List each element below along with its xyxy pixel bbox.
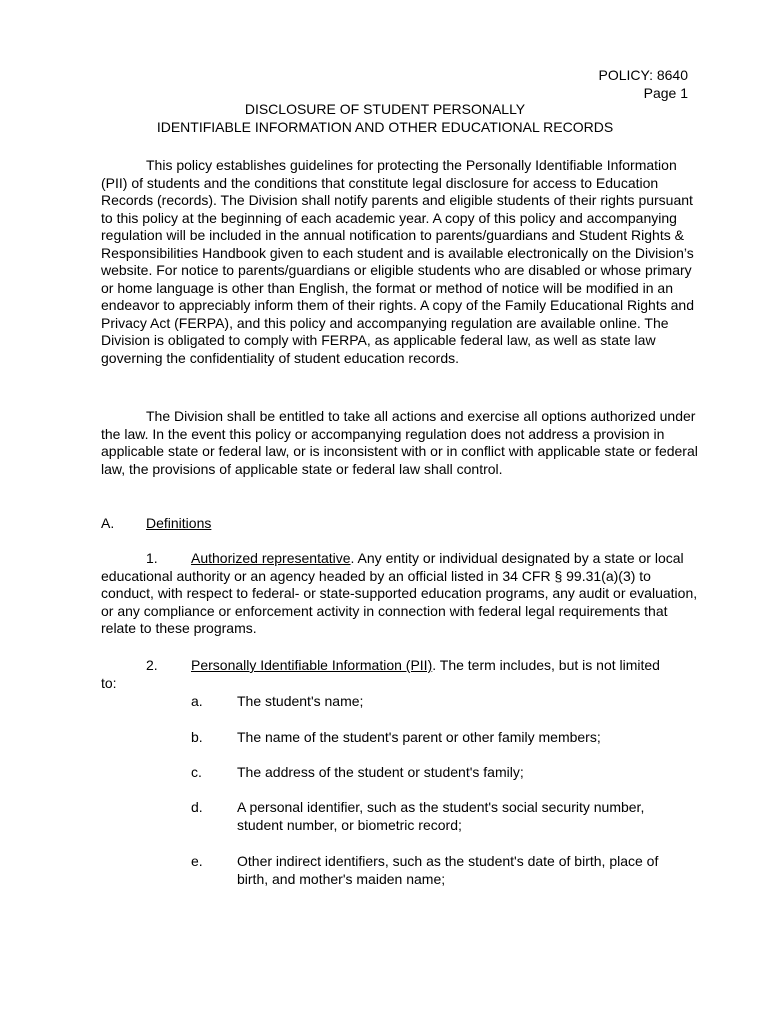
title-line-1: DISCLOSURE OF STUDENT PERSONALLY (244, 101, 526, 117)
item-number: 2. (146, 657, 158, 673)
document-title (0, 101, 770, 136)
subitem-label: e. (191, 853, 203, 869)
paragraph-text: The Division shall be entitled to take all actions and exercise all options authorized under the law. In the event this policy or accompanying regulation does not address a provision in applicable state or federal law, or is inconsistent with or in conflict with applicable state or federal law, the provisions of applicable state or federal law shall control. (101, 408, 698, 477)
subitem-label: b. (191, 729, 203, 745)
definition-item-1 (101, 550, 701, 638)
subitem-text: Other indirect identifiers, such as the student's date of birth, place of birth, and mother's maiden name; (237, 853, 659, 887)
policy-header (598, 67, 688, 102)
item-term: Personally Identifiable Information (PII) (191, 657, 433, 673)
subitem-text: The student's name; (237, 693, 364, 709)
intro-paragraph (101, 157, 701, 367)
page-number: Page 1 (643, 84, 688, 101)
item-text: . Any entity or individual designated by a state or local educational authority or an agency headed by an official listed in 34 CFR § 99.31(a)(3) to conduct, with respect to federal- or state-supported education programs, any audit or evaluation, or any compliance or enforcement activity in connection with federal legal requirements that relate to these programs. (101, 550, 698, 636)
item-number: 1. (146, 550, 158, 566)
paragraph-text: This policy establishes guidelines for protecting the Personally Identifiable Information (PII) of students and the conditions that constitute legal disclosure for access to Education Records (records). The Division shall notify parents and eligible students of their rights pursuant to this policy at the beginning of each academic year. A copy of this policy and accompanying regulation will be included in the annual notification to parents/guardians and Student Rights & Responsibilities Handbook given to each student and is available electronically on the Division’s website. For notice to parents/guardians or eligible students who are disabled or whose primary or home language is other than English, the format or method of notice will be modified in an endeavor to appreciably inform them of their rights. A copy of the Family Educational Rights and Privacy Act (FERPA), and this policy and accompanying regulation are available online. The Division is obligated to comply with FERPA, as applicable federal law, as well as state law governing the confidentiality of student education records. (101, 157, 694, 366)
subitem-text: The address of the student or student's family; (237, 764, 524, 780)
item-term: Authorized representative (191, 550, 351, 566)
subitem-label: d. (191, 799, 203, 815)
title-line-2: IDENTIFIABLE INFORMATION AND OTHER EDUCATIONAL RECORDS (156, 118, 614, 135)
subitem-label: a. (191, 693, 203, 709)
subitem-text: A personal identifier, such as the student's social security number, student number, or biometric record; (237, 799, 645, 833)
policy-number: POLICY: 8640 (598, 67, 688, 83)
item-continuation: to: (101, 675, 117, 691)
section-title: Definitions (146, 515, 212, 531)
item-text: . The term includes, but is not limited (432, 657, 660, 673)
authority-paragraph (101, 408, 701, 478)
subitem-text: The name of the student's parent or other family members; (237, 729, 601, 745)
section-label: A. (101, 515, 115, 531)
item-line (191, 657, 660, 675)
subitem-label: c. (191, 764, 202, 780)
